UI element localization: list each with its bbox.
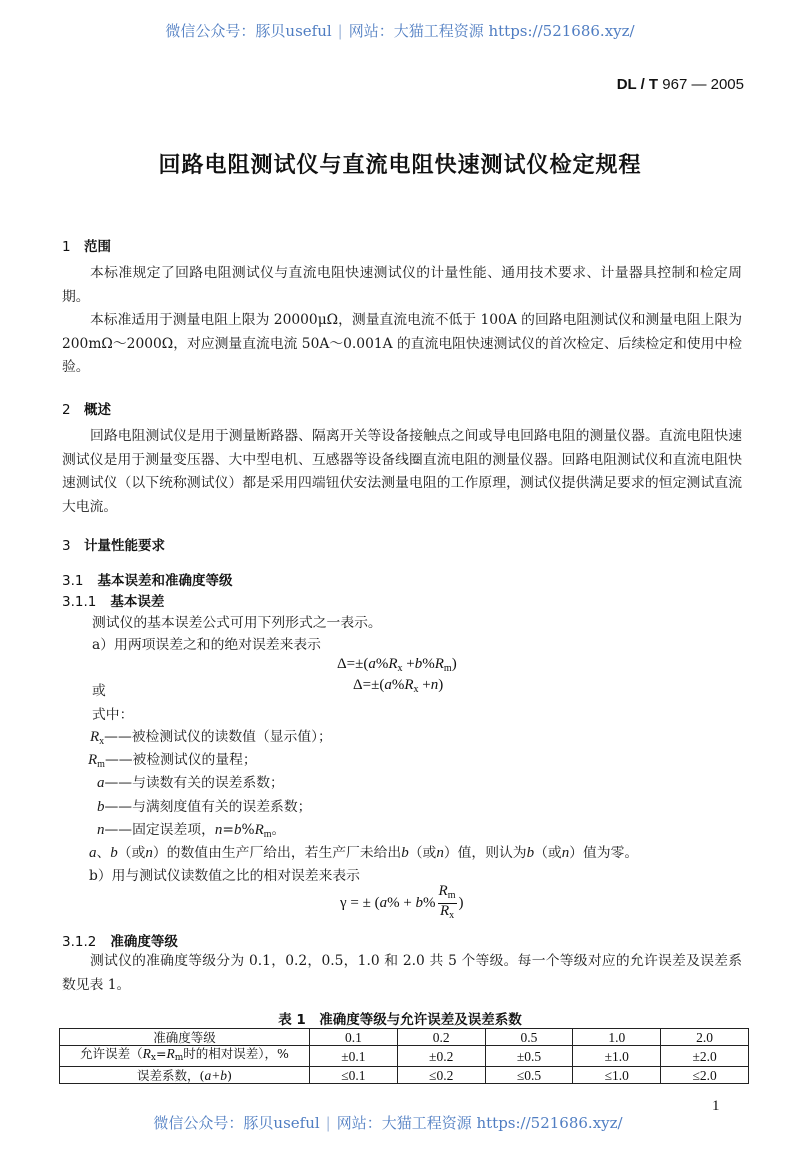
section-2-paragraph: 回路电阻测试仪是用于测量断路器、隔离开关等设备接触点之间或导电回路电阻的测量仪器。直流电阻快速测试仪是用于测量变压器、大中型电机、互感器等设备线圈直流电阻的测量仪器。回路电阻测试仪和直流电阻快速测试仪（以下统称测试仪）都是采用四端钮伏安法测量电阻的工作原理，测试仪提供满足要求的恒定测试直流大电流。 <box>62 428 742 515</box>
formula-part: ) <box>451 656 457 672</box>
definition-text: 被检测试仪的量程； <box>132 752 257 768</box>
table-row <box>60 1067 749 1084</box>
basic-error-intro: 测试仪的基本误差公式可用下列形式之一表示。 <box>92 615 382 631</box>
symbol: R <box>254 822 264 838</box>
formula-subscript: x <box>413 684 419 695</box>
symbol: n <box>561 845 570 861</box>
table-cell: ±1.0 <box>573 1046 661 1067</box>
standard-code: 967 — 2005 <box>662 76 744 93</box>
label-text: 允许误差（ <box>80 1046 143 1061</box>
dash: —— <box>104 752 133 768</box>
formula-subscript: x <box>397 663 403 674</box>
definition-text: 被检测试仪的读数值（显示值）； <box>131 729 332 745</box>
formula-var-b: b <box>415 894 424 911</box>
symbol-subscript: m <box>263 829 272 840</box>
where-label: 式中： <box>92 707 134 723</box>
definition-text: 固定误差项， <box>132 822 215 838</box>
table-cell: 0.5 <box>485 1029 573 1046</box>
formula-absolute-error-1 <box>337 656 457 674</box>
table-row <box>60 1046 749 1067</box>
table-cell: 0.2 <box>397 1029 485 1046</box>
section-title: 基本误差和准确度等级 <box>97 573 233 589</box>
note-text: 、 <box>96 845 111 861</box>
section-number: 3.1.2 <box>62 934 97 950</box>
symbol: b <box>97 799 105 815</box>
section-3-1-1-heading <box>62 590 164 610</box>
item-a-text: a）用两项误差之和的绝对误差来表示 <box>92 637 321 653</box>
symbol: b <box>526 845 535 861</box>
table-cell: ≤0.1 <box>310 1067 398 1084</box>
section-number: 3.1.1 <box>62 594 97 610</box>
note-text: ）的数值由生产厂给出，若生产厂未给出 <box>152 845 402 861</box>
symbol: n <box>97 822 105 838</box>
formula-var-r: R <box>434 656 444 672</box>
formula-relative-error <box>340 884 464 923</box>
watermark-wechat: 微信公众号：豚贝useful <box>165 22 332 40</box>
formula-var-b: b <box>414 656 423 672</box>
watermark-wechat: 微信公众号：豚贝useful <box>153 1114 320 1132</box>
formula-part: γ = ± ( <box>340 894 380 911</box>
section-2-heading <box>62 398 111 418</box>
note-text: ）值，则认为 <box>443 845 527 861</box>
table-cell: 2.0 <box>661 1029 749 1046</box>
definition-text: 与满刻度值有关的误差系数； <box>132 799 312 815</box>
fraction-denominator <box>438 904 457 923</box>
formula-part: = <box>222 822 234 838</box>
symbol-subscript: m <box>97 759 105 770</box>
section-1-paragraph-2: 本标准适用于测量电阻上限为 20000μΩ，测量直流电流不低于 100A 的回路电阻测试仪和测量电阻上限为 200mΩ～2000Ω，对应测量直流电流 50A～0.001A 的直流电阻快速测试仪的首次检定、后续检定和使用中检验。 <box>62 312 742 376</box>
note-text: （或 <box>534 845 562 861</box>
table-cell: 0.1 <box>310 1029 398 1046</box>
table-cell: ≤1.0 <box>573 1067 661 1084</box>
definition-rx <box>90 725 332 747</box>
note-text: （或 <box>117 845 146 861</box>
or-label: 或 <box>92 683 106 699</box>
table-cell: ≤0.5 <box>485 1067 573 1084</box>
formula-subscript: m <box>443 663 452 674</box>
symbol-subscript: x <box>150 1053 156 1063</box>
table-cell: ±0.1 <box>310 1046 398 1067</box>
symbol: b <box>233 822 242 838</box>
formula-part: % <box>391 677 405 693</box>
symbol: a+b <box>204 1067 228 1083</box>
table-cell: 1.0 <box>573 1029 661 1046</box>
label-text: ) <box>227 1067 232 1083</box>
symbol-subscript: m <box>174 1053 184 1063</box>
dash: —— <box>104 799 133 815</box>
note-text: ）值为零。 <box>569 845 639 861</box>
symbol: R <box>88 752 98 768</box>
section-title: 范围 <box>84 239 111 255</box>
table-cell: ±0.2 <box>397 1046 485 1067</box>
table-cell: ≤2.0 <box>661 1067 749 1084</box>
table-row-label: 准确度等级 <box>60 1029 310 1046</box>
watermark-website: 网站：大猫工程资源 https://521686.xyz/ <box>336 1114 623 1132</box>
section-number: 2 <box>62 402 71 418</box>
symbol: R <box>166 1046 175 1061</box>
formula-part: ) <box>458 894 464 911</box>
symbol: n <box>436 845 444 861</box>
watermark-bottom <box>0 1112 788 1133</box>
watermark-separator: | <box>337 22 343 40</box>
formula-part: % + <box>387 894 416 911</box>
formula-part: + <box>402 656 415 672</box>
dash: —— <box>104 775 133 791</box>
table-row-label <box>60 1067 310 1084</box>
symbol-subscript: x <box>99 736 105 747</box>
watermark-top <box>0 20 800 41</box>
standard-number <box>617 76 744 93</box>
symbol: R <box>142 1046 151 1061</box>
section-3-heading <box>62 534 165 554</box>
standard-prefix: DL / T <box>616 76 659 93</box>
formula-var-a: a <box>384 677 392 693</box>
section-3-1-2-heading <box>62 930 178 950</box>
formula-part: % <box>375 656 389 672</box>
formula-subscript: x <box>449 910 455 921</box>
table-row-label <box>60 1046 310 1067</box>
symbol: a <box>89 845 97 861</box>
table-cell: ±2.0 <box>661 1046 749 1067</box>
section-1-heading <box>62 235 111 255</box>
fraction-rm-over-rx <box>438 884 457 923</box>
section-title: 计量性能要求 <box>84 538 165 554</box>
formula-var-r: R <box>388 656 398 672</box>
formula-part: 。 <box>271 822 286 838</box>
item-b-text: b）用与测试仪读数值之比的相对误差来表示 <box>89 868 360 884</box>
formula-var-r: R <box>439 903 450 919</box>
formula-part: % <box>241 822 255 838</box>
formula-subscript: m <box>447 890 456 901</box>
symbol: b <box>401 845 409 861</box>
symbol: b <box>110 845 118 861</box>
definition-rm <box>88 748 257 770</box>
section-3-1-heading <box>62 569 232 589</box>
symbol: a <box>97 775 105 791</box>
formula-absolute-error-2 <box>353 677 443 695</box>
formula-var-n: n <box>430 677 439 693</box>
section-number: 3 <box>62 538 71 554</box>
watermark-website: 网站：大猫工程资源 https://521686.xyz/ <box>348 22 635 40</box>
label-text: 误差系数，( <box>137 1067 205 1083</box>
table-row <box>60 1029 749 1046</box>
document-title: 回路电阻测试仪与直流电阻快速测试仪检定规程 <box>158 153 642 178</box>
formula-part: Δ=±( <box>353 677 385 693</box>
formula-part: % <box>422 656 435 672</box>
definition-n <box>97 818 285 840</box>
section-number: 1 <box>62 239 71 255</box>
table-cell: ≤0.2 <box>397 1067 485 1084</box>
section-title: 准确度等级 <box>110 934 178 950</box>
definition-a <box>97 771 284 792</box>
section-title: 基本误差 <box>110 594 165 610</box>
dash: —— <box>104 822 133 838</box>
symbol: n <box>214 822 223 838</box>
label-text: = <box>155 1046 167 1061</box>
section-title: 概述 <box>84 402 111 418</box>
section-3-1-2-paragraph: 测试仪的准确度等级分为 0.1，0.2，0.5，1.0 和 2.0 共 5 个等级。每一个等级对应的允许误差及误差系数见表 1。 <box>62 953 742 993</box>
symbol: R <box>90 729 100 745</box>
formula-part: % <box>423 894 436 911</box>
definition-text: 与读数有关的误差系数； <box>132 775 284 791</box>
dash: —— <box>104 729 132 745</box>
label-text: 时的相对误差），% <box>183 1046 289 1061</box>
formula-part: ) <box>438 677 444 693</box>
formula-part: Δ=±( <box>337 656 369 672</box>
formula-var-r: R <box>404 677 414 693</box>
note-text: （或 <box>408 845 437 861</box>
symbol: n <box>145 845 153 861</box>
formula-var-a: a <box>368 656 376 672</box>
formula-var-r: R <box>438 883 448 899</box>
table-1-caption: 表 1 准确度等级与允许误差及误差系数 <box>278 1012 522 1028</box>
section-number: 3.1 <box>62 573 84 589</box>
definition-b <box>97 795 311 816</box>
page-number: 1 <box>712 1098 720 1114</box>
table-cell: ±0.5 <box>485 1046 573 1067</box>
formula-var-a: a <box>379 894 388 911</box>
accuracy-grade-table <box>59 1028 749 1084</box>
section-1-paragraph-1: 本标准规定了回路电阻测试仪与直流电阻快速测试仪的计量性能、通用技术要求、计量器具控制和检定周期。 <box>62 265 742 305</box>
formula-part: + <box>418 677 431 693</box>
coefficient-note <box>89 841 638 862</box>
fraction-numerator <box>438 884 457 904</box>
watermark-separator: | <box>325 1114 331 1132</box>
